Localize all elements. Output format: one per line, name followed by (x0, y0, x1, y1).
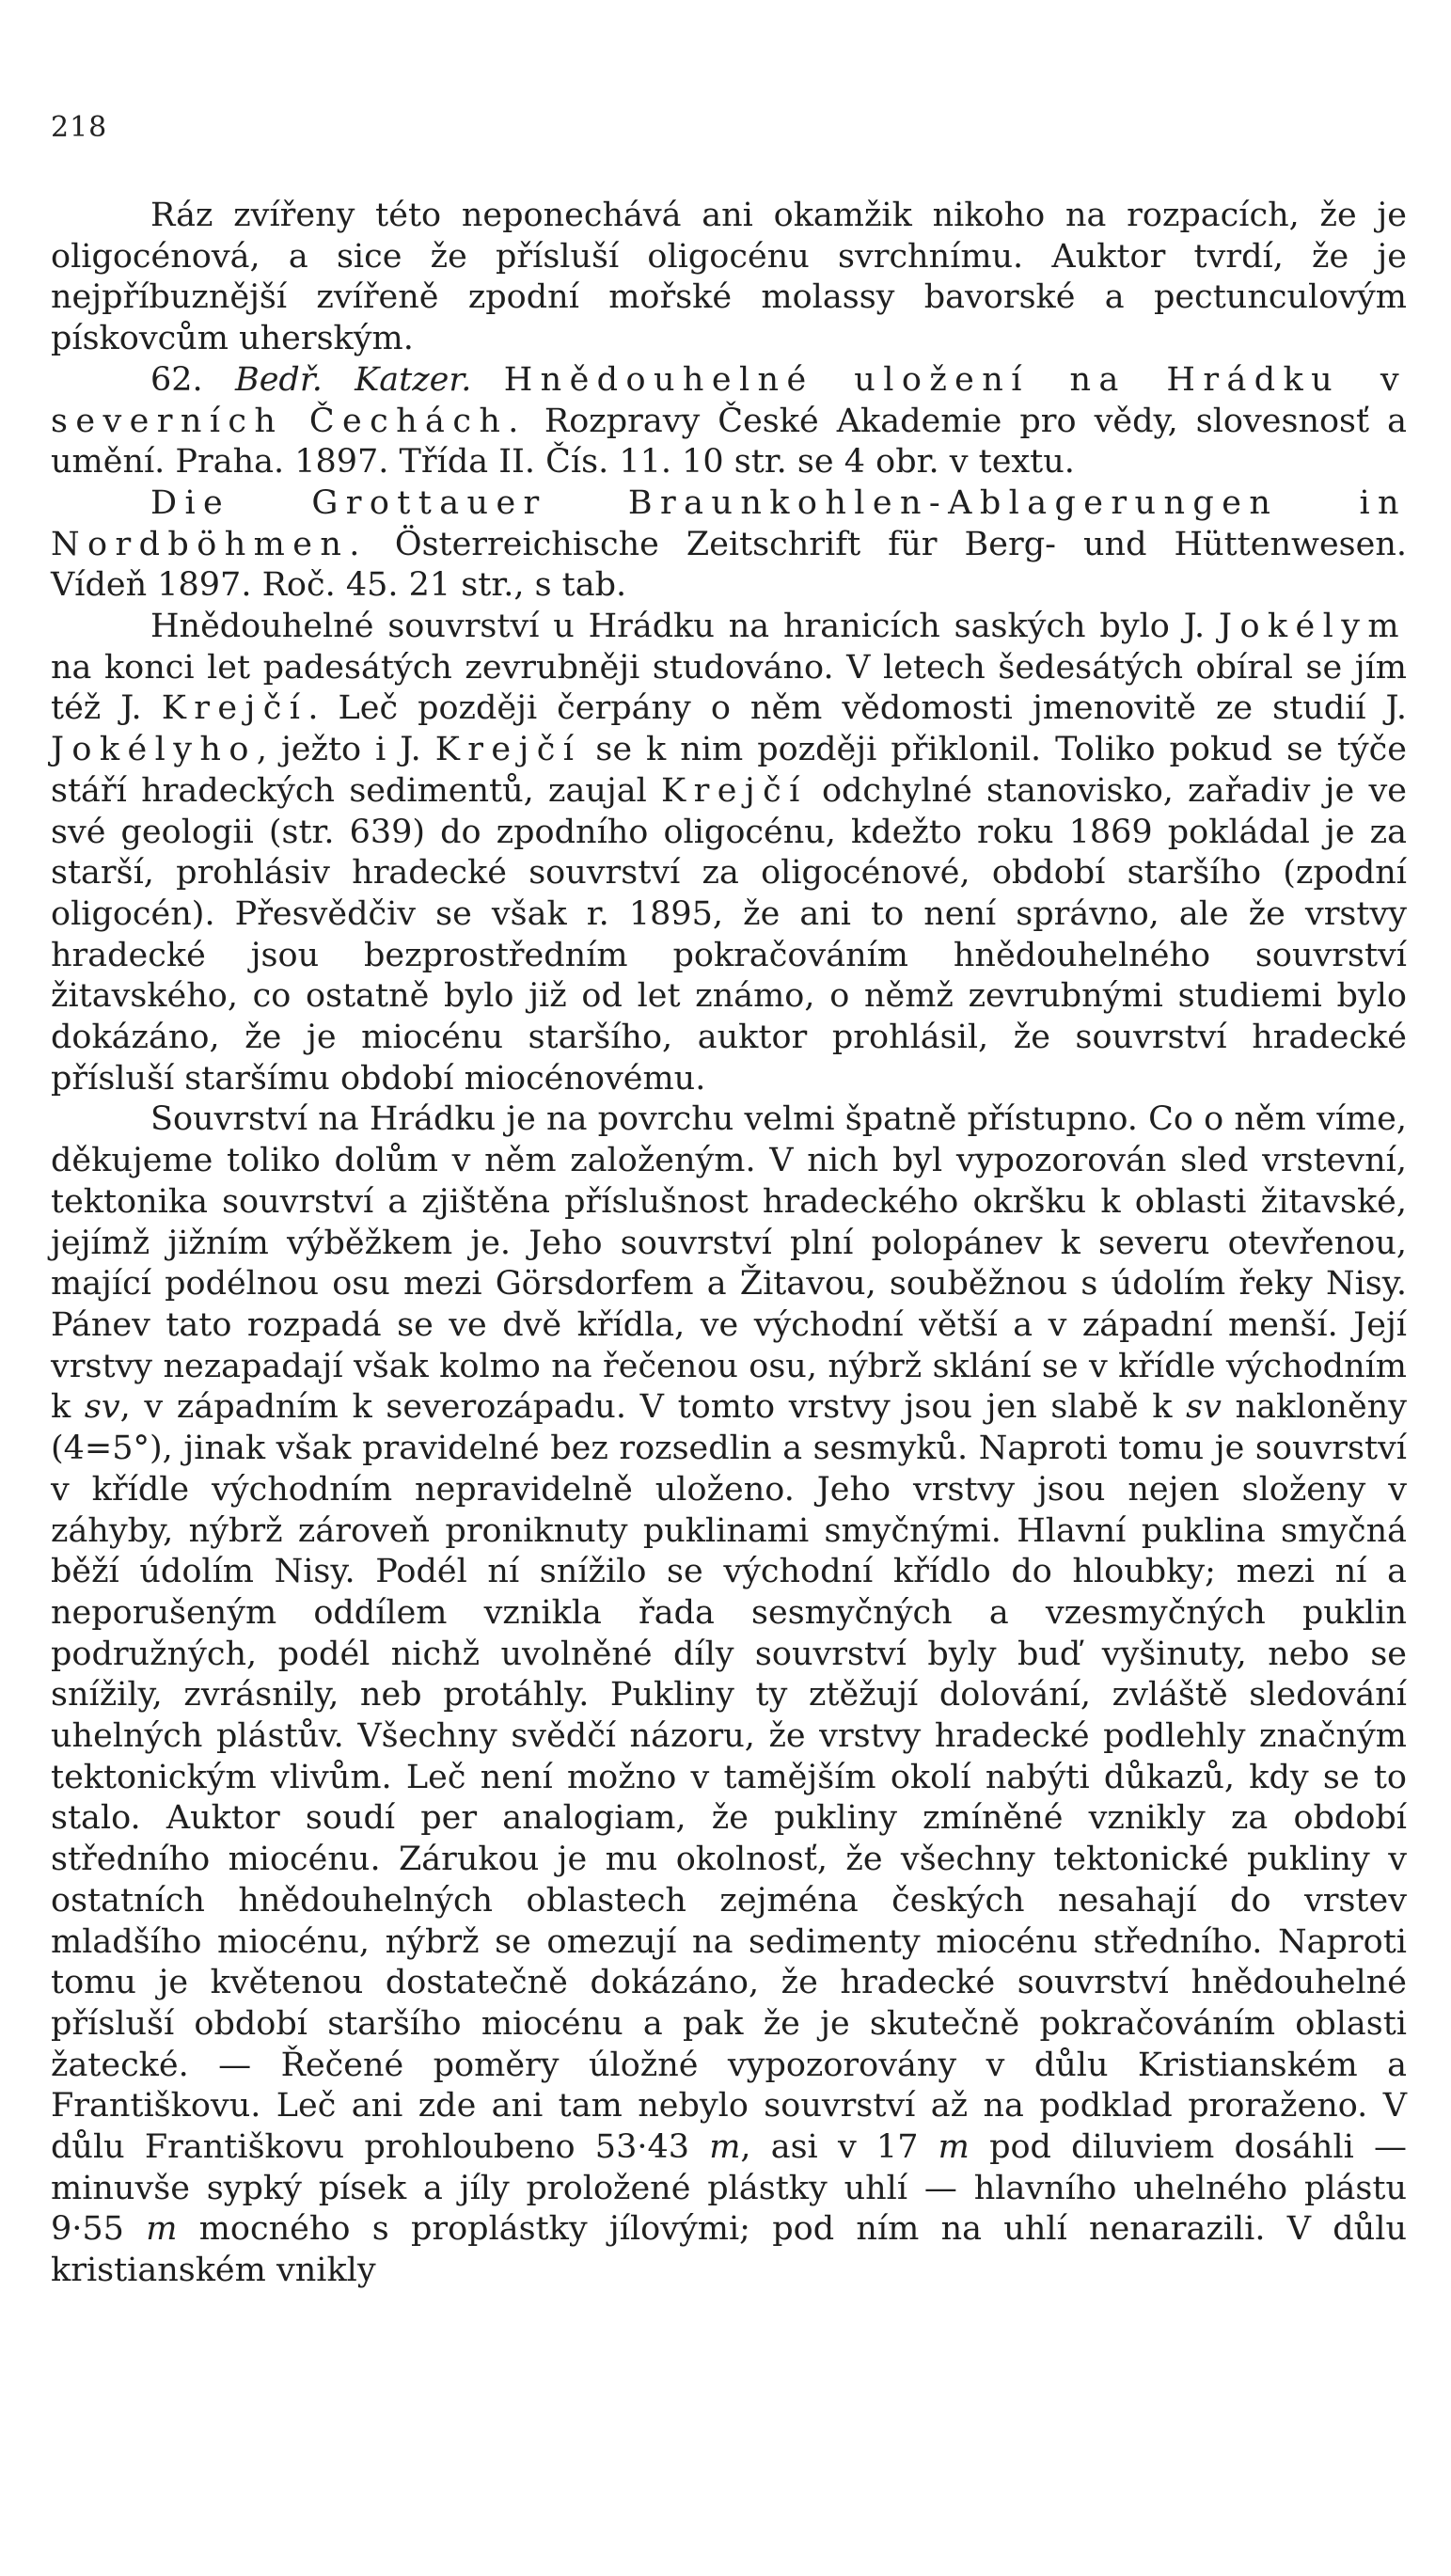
text-segment: na konci let padesátých zevrubněji studováno. V letech šedesátých obíral se jím též J. (51, 648, 1407, 728)
body-text (51, 196, 1407, 2292)
paragraph-p1 (51, 196, 1407, 360)
text-segment: pod diluviem dosáhli — minuvše sypký písek a jíly proložené plástky uhlí — hlavního uhelného plástu 9·55 (51, 2128, 1407, 2249)
text-segment: Die Grottauer Braunkohlen-Ablagerungen in Nordböhmen. (51, 483, 1407, 563)
text-segment: Krejčí (661, 771, 808, 810)
text-segment: Jokélym (1219, 608, 1407, 646)
text-segment: , v západním k severozápadu. V tomto vrstvy jsou jen slabě k (119, 1388, 1187, 1427)
text-segment: Hnědouhelné souvrství u Hrádku na hranicích saských bylo J. (150, 608, 1220, 646)
text-segment: m (146, 2210, 178, 2249)
text-segment: Hnědouhelné uložení na Hrádku v severních Čechách. (51, 360, 1407, 440)
text-segment: Ráz zvířeny této neponechává ani okamžik nikoho na rozpacích, že je oligocénová, a sice že přísluší oligocénu svrchnímu. Auktor tvrdí, že je nejpříbuznější zvířeně zpodní mořské molassy bavorské a pectunculovým pískovcům uherským. (51, 197, 1407, 358)
text-segment: Rozpravy České Akademie pro vědy, slovesnosť a umění. Praha. 1897. Třída II. Čís. 11. 10 str. se 4 obr. v textu. (51, 402, 1407, 482)
text-segment: Krejčí (434, 731, 582, 769)
text-segment: sv (84, 1388, 120, 1427)
text-segment: Krejčí (161, 689, 308, 728)
text-segment (471, 361, 503, 399)
paragraph-p5 (51, 1099, 1407, 2291)
text-segment: m (709, 2128, 741, 2167)
paragraph-p4 (51, 607, 1407, 1099)
text-segment: Souvrství na Hrádku je na povrchu velmi špatně přístupno. Co o něm víme, děkujeme toliko dolům v něm založeným. V nich byl vypozorován sled vrstevní, tektonika souvrství a zjištěna příslušnost hradeckého okršku k oblasti žitavské, jejímž jižním výběžkem je. Jeho souvrství plní polopánev k severu otevřenou, mající podélnou osu mezi Görsdorfem a Žitavou, souběžnou s údolím řeky Nisy. Pánev tato rozpadá se ve dvě křídla, ve východní větší a v západní menší. Její vrstvy nezapadají však kolmo na řečenou osu, nýbrž sklání se v křídle východním k (51, 1100, 1407, 1427)
text-segment: Österreichische Zeitschrift für Berg- und Hüttenwesen. Vídeň 1897. Roč. 45. 21 str., s tab. (51, 525, 1407, 605)
text-segment: se k nim později přiklonil. Toliko pokud se týče stáří hradeckých sedimentů, zaujal (51, 731, 1407, 810)
text-segment: Jokélyho (51, 731, 257, 769)
text-segment: mocného s proplástky jílovými; pod ním na uhlí nenarazili. V důlu kristianském vnikly (51, 2210, 1407, 2290)
page-number: 218 (51, 111, 108, 144)
text-segment: , asi v 17 (740, 2128, 938, 2167)
paragraph-p3 (51, 483, 1407, 607)
text-segment: Bedř. Katzer. (234, 360, 472, 399)
text-segment: odchylné stanovisko, zařadiv je ve své geologii (str. 639) do zpodního oligocénu, kdežto roku 1869 pokládal je za starší, prohlásiv hradecké souvrství za oligocénové, období staršího (zpodní oligocén). Přesvědčiv se však r. 1895, že ani to není správno, ale že vrstvy hradecké jsou bezprostředním pokračováním hnědouhelného souvrství žitavského, co ostatně bylo již od let známo, o němž zevrubnými studiemi bylo dokázáno, že je miocénu staršího, auktor prohlásil, že souvrství hradecké přísluší staršímu období miocénovému. (51, 771, 1407, 1098)
text-segment: , ježto i J. (256, 731, 435, 769)
text-segment: nakloněny (4=5°), jinak však pravidelné bez rozsedlin a sesmyků. Naproti tomu je souvrství v křídle východním nepravidelně uloženo. Jeho vrstvy jsou nejen složeny v záhyby, nýbrž zároveň proniknuty puklinami smyčnými. Hlavní puklina smyčná běží údolím Nisy. Podél ní snížilo se východní křídlo do hloubky; mezi ní a neporušeným oddílem vznikla řada sesmyčných a vzesmyčných puklin podružných, podél nichž uvolněné díly souvrství byly buď vyšinuty, nebo se snížily, zvrásnily, neb protáhly. Pukliny ty ztěžují dolování, zvláště sledování uhelných plástův. Všechny svědčí názoru, že vrstvy hradecké podlehly značným tektonickým vlivům. Leč není možno v tamějším okolí nabýti důkazů, kdy se to stalo. Auktor soudí per analogiam, že pukliny zmíněné vznikly za období středního miocénu. Zárukou je mu okolnosť, že všechny tektonické pukliny v ostatních hnědouhelných oblastech zejména českých nesahají do vrstev mladšího miocénu, nýbrž se omezují na sedimenty miocénu středního. Naproti tomu je květenou dostatečně dokázáno, že hradecké souvrství hnědouhelné přísluší období staršího miocénu a pak že je skutečně pokračováním oblasti žatecké. — Řečené poměry úložné vypozorovány v důlu Kristianském a Františkovu. Leč ani zde ani tam nebylo souvrství až na podklad proraženo. V důlu Františkovu prohloubeno 53·43 (51, 1388, 1407, 2167)
text-segment: 62. (150, 360, 235, 399)
text-segment: m (938, 2128, 970, 2167)
text-segment: sv (1186, 1388, 1222, 1427)
paragraph-p2 (51, 360, 1407, 483)
text-segment: . Leč později čerpány o něm vědomosti jmenovitě ze studií J. (308, 689, 1407, 728)
